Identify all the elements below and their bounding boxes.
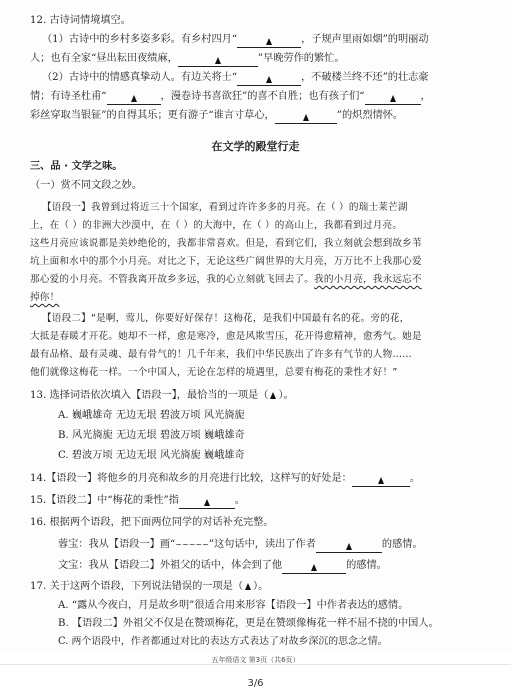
q14: 14.【语段一】将他乡的月亮和故乡的月亮进行比较，这样写的好处是： 。 <box>30 472 420 487</box>
q13-option-b[interactable]: B. 风光旖旎 无边无垠 碧波万顷 巍峨雄奇 <box>58 430 245 441</box>
part3-subtitle: （一）赏不同文段之妙。 <box>30 180 143 191</box>
triangle-icon <box>215 57 221 64</box>
q12-title: 12. 古诗词情境填空。 <box>30 15 131 26</box>
q16-line1: 蓉宝：我从【语段一】画“~~~~~”这句话中，读出了作者 的感情。 <box>58 538 423 553</box>
passage1-line: 【语段一】我曾到过将近三十个国家，看到过许许多多的月亮。在（ ）的瑞士莱芒湖 <box>42 202 408 213</box>
passage2-line: 【语段二】“是啊，莺儿，你要好好保存！这梅花，是我们中国最有名的花。旁的花， <box>42 313 410 324</box>
answer-blank[interactable] <box>282 563 346 574</box>
q16-line2: 文宝：我从【语段二】外祖父的话中，体会到了他 的感情。 <box>58 559 387 574</box>
passage2-line: 大抵是春暖才开花。她却不一样，愈是寒冷，愈是风欺雪压，花开得愈精神，愈秀气。她是 <box>30 331 422 342</box>
triangle-icon <box>266 38 272 45</box>
triangle-icon <box>346 543 352 550</box>
q15: 15.【语段二】中“梅花的秉性”指 。 <box>30 494 245 509</box>
answer-blank[interactable] <box>178 56 258 67</box>
page-footer: 五年级语文 第3页（共6页） <box>211 656 300 664</box>
q13-option-c[interactable]: C. 碧波万顷 无边无垠 风光旖旎 巍峨雄奇 <box>58 450 245 461</box>
q12-line4: 情；有诗圣杜甫“ ，漫卷诗书喜欲狂”的喜不自胜；也有孩子们“ ， <box>30 90 431 105</box>
q16-title: 16. 根据两个语段，把下面两位同学的对话补充完整。 <box>30 517 274 528</box>
q17-option-a[interactable]: A. “露从今夜白，月是故乡明”很适合用来形容【语段一】中作者表达的感情。 <box>58 600 409 611</box>
q13-stem: 13. 选择词语依次填入【语段一】，最恰当的一项是（ ）。 <box>30 390 294 401</box>
section-heading: 在文学的殿堂行走 <box>211 140 300 153</box>
page-indicator: 3/6 <box>247 678 264 689</box>
q17-option-b[interactable]: B. 【语段二】外祖父不仅是在赞颂梅花，更是在赞颂像梅花一样不屈不挠的中国人。 <box>58 618 439 629</box>
answer-blank[interactable] <box>352 476 410 487</box>
passage2-line: 最有品格、最有灵魂、最有骨气的！几千年来，我们中华民族出了许多有气节的人物…… <box>30 349 412 360</box>
q12-line3: （2）古诗中的情感真挚动人。有边关将士“ ，不破楼兰终不还”的壮志豪 <box>42 71 429 86</box>
answer-blank[interactable] <box>107 94 161 105</box>
answer-blank[interactable] <box>237 75 301 86</box>
q12-line2: 人；也有全家“昼出耘田夜绩麻， ”早晚劳作的繁忙。 <box>30 52 345 67</box>
q12-line5: 彩丝穿取当银钲”的自得其乐；更有游子“谁言寸草心， ”的炽烈情怀。 <box>30 109 403 124</box>
part3-title: 三、品 · 文学之味。 <box>30 161 123 172</box>
answer-blank[interactable] <box>316 542 382 553</box>
q13-option-a[interactable]: A. 巍峨雄奇 无边无垠 碧波万顷 风光旖旎 <box>58 410 245 421</box>
triangle-icon <box>390 95 396 102</box>
triangle-icon <box>270 392 276 399</box>
passage1-line: 那心爱的小月亮。不管我离开故乡多远，我的心立刻就飞回去了。我的小月亮，我永远忘不 <box>30 274 422 285</box>
passage1-line <box>30 291 59 305</box>
answer-blank[interactable] <box>237 37 301 48</box>
wavy-underlined-sentence: 我的小月亮，我永远忘不 <box>314 274 422 285</box>
passage1-line: 这些月亮应该说都是美妙绝伦的，我都非常喜欢。但是，看到它们，我立刻就会想到故乡苇 <box>30 238 422 249</box>
triangle-icon <box>131 95 137 102</box>
triangle-icon <box>245 583 251 590</box>
passage2-line: 他们就像这梅花一样。一个中国人，无论在怎样的境遇里，总要有梅花的秉性才好！” <box>30 367 398 378</box>
wavy-mark: ~~~~~ <box>175 540 209 549</box>
q17-stem: 17. 关于这两个语段，下列说法错误的一项是（ ）。 <box>30 581 269 592</box>
triangle-icon <box>204 499 210 506</box>
passage1-line: 上，在（ ）的非洲大沙漠中，在（ ）的大海中，在（ ）的高山上，我都看到过月亮。 <box>30 220 403 231</box>
wavy-underlined-sentence: 掉你！ <box>30 292 60 303</box>
q12-line1: （1）古诗中的乡村多姿多彩。有乡村四月“ ，子规声里雨如烟”的明丽动 <box>42 33 429 48</box>
triangle-icon <box>378 477 384 484</box>
triangle-icon <box>303 114 309 121</box>
divider <box>0 664 511 665</box>
passage1-line: 坑上面和水中的那个小月亮。对比之下，无论这些广阔世界的大月亮，万万比不上我那心爱 <box>30 256 422 267</box>
answer-blank[interactable] <box>275 113 337 124</box>
triangle-icon <box>311 564 317 571</box>
answer-blank[interactable] <box>365 94 421 105</box>
answer-blank[interactable] <box>179 498 235 509</box>
q17-option-c[interactable]: C. 两个语段中，作者都通过对比的表达方式表达了对故乡深沉的思念之情。 <box>58 636 388 647</box>
triangle-icon <box>266 76 272 83</box>
